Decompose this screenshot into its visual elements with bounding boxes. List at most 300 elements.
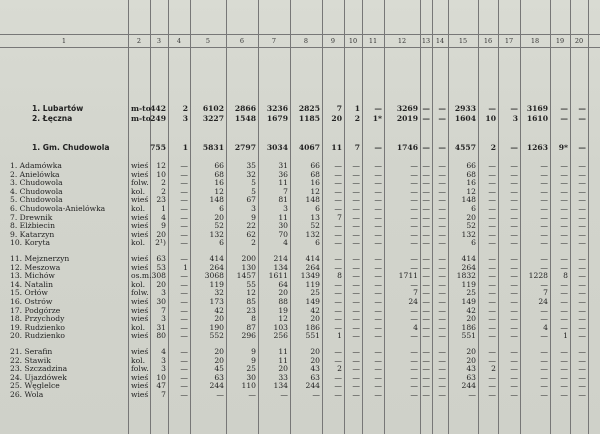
table-cell: — xyxy=(560,288,568,298)
table-cell: — xyxy=(352,186,360,196)
table-cell: 4 xyxy=(161,347,166,356)
table-cell: — xyxy=(352,254,360,263)
table-cell: folw. xyxy=(131,288,149,298)
table-cell: 20 xyxy=(156,229,166,239)
table-cell: 3236 xyxy=(266,104,288,113)
table-cell: 414 xyxy=(209,254,224,263)
table-cell: — xyxy=(374,161,382,170)
table-cell: — xyxy=(374,297,382,306)
table-cell: — xyxy=(560,238,568,248)
table-cell: 552 xyxy=(209,331,224,341)
table-cell: — xyxy=(334,161,342,170)
table-cell: 43 xyxy=(466,364,476,374)
column-number: 20 xyxy=(574,37,584,45)
table-cell: 130 xyxy=(241,262,256,272)
table-cell: 45 xyxy=(214,364,224,374)
table-cell: — xyxy=(438,288,446,298)
table-cell: 6 xyxy=(315,204,320,213)
table-row: 4. Chudowola xyxy=(10,186,63,196)
table-cell: — xyxy=(422,161,430,170)
table-cell: 30 xyxy=(278,221,288,231)
table-cell: — xyxy=(510,143,518,152)
table-row: 25. Węglelce xyxy=(10,381,60,391)
table-cell: — xyxy=(410,355,418,365)
table-cell: 1832 xyxy=(456,271,476,281)
table-cell: wieś xyxy=(131,229,149,239)
table-cell: 119 xyxy=(209,279,224,289)
table-cell: 7 xyxy=(413,288,418,298)
table-cell: 9 xyxy=(251,212,256,222)
table-cell: — xyxy=(438,212,446,222)
table-cell: 11 xyxy=(278,355,288,365)
table-cell: 33 xyxy=(278,372,288,382)
table-cell: — xyxy=(510,212,518,222)
table-cell: — xyxy=(438,104,446,113)
table-cell: 6 xyxy=(219,204,224,213)
table-cell: — xyxy=(510,104,518,113)
table-cell: — xyxy=(410,195,418,205)
table-cell: — xyxy=(352,212,360,222)
table-cell: — xyxy=(560,364,568,374)
table-cell: — xyxy=(438,355,446,365)
table-cell: — xyxy=(180,161,188,170)
table-cell: 70 xyxy=(278,229,288,239)
table-cell: — xyxy=(374,212,382,222)
table-cell: 64 xyxy=(278,279,288,289)
column-number: 6 xyxy=(239,37,245,45)
table-cell: — xyxy=(540,314,548,324)
table-cell: — xyxy=(578,322,586,332)
table-cell: 6102 xyxy=(202,104,224,113)
table-cell: wieś xyxy=(131,161,149,170)
table-cell: — xyxy=(422,381,430,391)
table-cell: 88 xyxy=(278,297,288,306)
table-cell: — xyxy=(410,390,418,399)
table-cell: 20 xyxy=(466,355,476,365)
table-cell: 31 xyxy=(156,322,166,332)
table-cell: — xyxy=(488,195,496,205)
table-row: 6. Chudowola-Anielówka xyxy=(10,204,106,213)
table-row: 5. Chudowola xyxy=(10,195,63,205)
table-cell: — xyxy=(540,305,548,315)
table-cell: 9* xyxy=(558,143,568,152)
table-cell: — xyxy=(180,195,188,205)
table-cell: — xyxy=(438,305,446,315)
table-cell: 22 xyxy=(246,221,256,231)
table-cell: 6 xyxy=(471,204,476,213)
table-cell: 755 xyxy=(150,143,166,152)
table-cell: — xyxy=(438,254,446,263)
table-cell: — xyxy=(352,347,360,356)
table-cell: 10 xyxy=(485,114,496,123)
table-cell: — xyxy=(422,279,430,289)
table-cell: 1457 xyxy=(236,271,256,281)
table-cell: — xyxy=(180,331,188,341)
table-cell: — xyxy=(560,305,568,315)
table-cell: 42 xyxy=(214,305,224,315)
table-cell: 3227 xyxy=(202,114,224,123)
table-cell: 20 xyxy=(214,314,224,324)
table-cell: — xyxy=(180,229,188,239)
table-cell: 1 xyxy=(161,204,166,213)
table-cell: wieś xyxy=(131,212,149,222)
column-number: 12 xyxy=(397,37,407,45)
table-cell: 7 xyxy=(337,212,342,222)
table-cell: — xyxy=(488,221,496,231)
table-cell: — xyxy=(422,229,430,239)
table-cell: 1263 xyxy=(526,143,548,152)
table-cell: 81 xyxy=(278,195,288,205)
table-cell: — xyxy=(560,114,568,123)
table-cell: 7 xyxy=(161,305,166,315)
table-cell: — xyxy=(510,364,518,374)
table-cell: — xyxy=(422,331,430,341)
table-cell: — xyxy=(422,364,430,374)
table-cell: — xyxy=(438,372,446,382)
table-cell: 1* xyxy=(372,114,382,123)
table-cell: — xyxy=(374,143,382,152)
table-cell: — xyxy=(334,390,342,399)
table-cell: — xyxy=(374,390,382,399)
table-cell: — xyxy=(334,288,342,298)
table-cell: 4557 xyxy=(454,143,476,152)
table-row: 13. Michów xyxy=(10,271,55,281)
table-cell: — xyxy=(510,238,518,248)
table-cell: — xyxy=(422,169,430,179)
table-cell: — xyxy=(410,262,418,272)
table-cell: 67 xyxy=(246,195,256,205)
table-cell: — xyxy=(374,347,382,356)
table-cell: — xyxy=(374,195,382,205)
table-cell: 1 xyxy=(563,331,568,341)
table-cell: 30 xyxy=(246,372,256,382)
table-cell: 551 xyxy=(305,331,320,341)
table-cell: 119 xyxy=(461,279,476,289)
table-cell: — xyxy=(374,271,382,281)
table-cell: — xyxy=(312,390,320,399)
table-cell: — xyxy=(374,322,382,332)
table-cell: — xyxy=(334,238,342,248)
table-cell: — xyxy=(334,262,342,272)
table-cell: — xyxy=(374,204,382,213)
table-cell: — xyxy=(578,195,586,205)
table-cell: — xyxy=(422,271,430,281)
column-divider xyxy=(588,0,589,434)
table-cell: 1 xyxy=(183,262,188,272)
table-cell: 19 xyxy=(278,305,288,315)
table-cell: 1746 xyxy=(396,143,418,152)
table-cell: 4 xyxy=(413,322,418,332)
table-cell: — xyxy=(540,331,548,341)
table-cell: — xyxy=(180,254,188,263)
table-cell: — xyxy=(488,204,496,213)
table-cell: 20 xyxy=(466,347,476,356)
table-cell: — xyxy=(374,104,382,113)
table-cell: — xyxy=(510,229,518,239)
table-cell: 80 xyxy=(156,331,166,341)
table-cell: — xyxy=(374,221,382,231)
table-cell: — xyxy=(334,347,342,356)
table-cell: — xyxy=(422,178,430,188)
column-number: 10 xyxy=(348,37,358,45)
table-cell: — xyxy=(540,364,548,374)
table-cell: — xyxy=(438,381,446,391)
table-cell: 12 xyxy=(214,186,224,196)
table-cell: — xyxy=(488,297,496,306)
table-cell: 9 xyxy=(251,355,256,365)
table-cell: — xyxy=(540,204,548,213)
table-row: 26. Wola xyxy=(10,390,44,399)
table-cell: 1 xyxy=(337,331,342,341)
table-cell: — xyxy=(540,279,548,289)
table-cell: — xyxy=(510,331,518,341)
city-row: 2. Łęczna xyxy=(32,114,73,123)
table-cell: — xyxy=(410,186,418,196)
table-cell: 264 xyxy=(461,262,476,272)
table-cell: 551 xyxy=(461,331,476,341)
table-cell: — xyxy=(578,161,586,170)
table-cell: — xyxy=(510,262,518,272)
table-cell: — xyxy=(334,322,342,332)
table-cell: 16 xyxy=(466,178,476,188)
table-cell: 23 xyxy=(156,195,166,205)
table-cell: 190 xyxy=(209,322,224,332)
table-cell: kol. xyxy=(131,186,146,196)
table-cell: — xyxy=(374,178,382,188)
table-cell: — xyxy=(510,390,518,399)
table-cell: 20 xyxy=(214,212,224,222)
table-cell: — xyxy=(578,143,586,152)
table-cell: — xyxy=(216,390,224,399)
table-cell: 10 xyxy=(156,169,166,179)
table-cell: — xyxy=(438,331,446,341)
table-cell: — xyxy=(488,178,496,188)
table-cell: 1679 xyxy=(266,114,288,123)
table-cell: — xyxy=(578,305,586,315)
table-cell: — xyxy=(410,372,418,382)
table-cell: — xyxy=(488,262,496,272)
table-cell: — xyxy=(410,305,418,315)
table-cell: 264 xyxy=(209,262,224,272)
table-cell: 47 xyxy=(156,381,166,391)
table-cell: — xyxy=(560,390,568,399)
table-cell: kol. xyxy=(131,238,146,248)
table-row: 12. Meszowa xyxy=(10,262,61,272)
table-cell: 2 xyxy=(337,364,342,374)
table-cell: 8 xyxy=(251,314,256,324)
table-cell: 2019 xyxy=(396,114,418,123)
table-cell: 2¹) xyxy=(155,238,166,248)
table-cell: — xyxy=(422,114,430,123)
table-cell: — xyxy=(560,204,568,213)
column-number: 11 xyxy=(368,37,378,45)
table-row: 23. Szczadzina xyxy=(10,364,68,374)
table-cell: — xyxy=(334,297,342,306)
table-cell: — xyxy=(560,221,568,231)
table-cell: 1604 xyxy=(454,114,476,123)
table-cell: 132 xyxy=(209,229,224,239)
table-cell: — xyxy=(180,322,188,332)
table-cell: 4067 xyxy=(298,143,320,152)
table-cell: — xyxy=(352,314,360,324)
table-cell: 20 xyxy=(331,114,342,123)
table-cell: — xyxy=(438,238,446,248)
table-cell: — xyxy=(180,271,188,281)
table-cell: — xyxy=(334,254,342,263)
table-cell: 5 xyxy=(251,186,256,196)
table-cell: — xyxy=(578,186,586,196)
table-cell: 4 xyxy=(543,322,548,332)
table-row: 19. Rudzienko xyxy=(10,322,65,332)
table-cell: os.m. xyxy=(131,271,152,281)
table-row: 20. Rudzienko xyxy=(10,331,65,341)
table-cell: 134 xyxy=(273,262,288,272)
table-cell: 24 xyxy=(538,297,548,306)
table-cell: — xyxy=(488,254,496,263)
table-cell: — xyxy=(510,195,518,205)
table-cell: — xyxy=(488,314,496,324)
table-cell: wieś xyxy=(131,390,149,399)
table-cell: — xyxy=(334,381,342,391)
header-rule-top xyxy=(0,34,600,35)
table-cell: kol. xyxy=(131,204,146,213)
table-cell: 1610 xyxy=(526,114,548,123)
table-cell: m-to xyxy=(131,104,151,113)
table-cell: — xyxy=(510,279,518,289)
table-cell: 20 xyxy=(214,347,224,356)
table-cell: — xyxy=(488,372,496,382)
table-cell: — xyxy=(422,347,430,356)
table-cell: 6 xyxy=(219,238,224,248)
table-cell: 119 xyxy=(305,279,320,289)
table-cell: — xyxy=(422,322,430,332)
table-cell: 2 xyxy=(354,114,360,123)
table-cell: 24 xyxy=(408,297,418,306)
table-cell: — xyxy=(438,297,446,306)
table-cell: — xyxy=(352,204,360,213)
table-cell: — xyxy=(540,238,548,248)
table-cell: 3034 xyxy=(266,143,288,152)
table-cell: wieś xyxy=(131,372,149,382)
table-cell: — xyxy=(374,305,382,315)
table-cell: — xyxy=(510,221,518,231)
table-cell: 85 xyxy=(246,297,256,306)
table-cell: — xyxy=(510,169,518,179)
table-cell: 3 xyxy=(161,355,166,365)
table-cell: wieś xyxy=(131,221,149,231)
table-cell: — xyxy=(560,212,568,222)
table-cell: 244 xyxy=(305,381,320,391)
table-cell: — xyxy=(438,271,446,281)
table-row: 24. Ujazdówek xyxy=(10,372,67,382)
table-cell: 9 xyxy=(251,347,256,356)
table-cell: — xyxy=(560,169,568,179)
table-cell: — xyxy=(578,331,586,341)
table-cell: — xyxy=(352,262,360,272)
table-cell: — xyxy=(488,238,496,248)
table-cell: 3 xyxy=(512,114,518,123)
table-cell: — xyxy=(352,169,360,179)
table-cell: — xyxy=(410,238,418,248)
table-cell: — xyxy=(578,178,586,188)
table-cell: 3169 xyxy=(526,104,548,113)
table-cell: 20 xyxy=(278,288,288,298)
table-cell: — xyxy=(560,161,568,170)
table-cell: — xyxy=(510,161,518,170)
table-cell: — xyxy=(352,390,360,399)
table-cell: — xyxy=(280,390,288,399)
table-row: 15. Orłów xyxy=(10,288,48,298)
table-cell: 25 xyxy=(246,364,256,374)
table-cell: — xyxy=(578,212,586,222)
table-cell: 1 xyxy=(354,104,360,113)
table-cell: wieś xyxy=(131,305,149,315)
column-number: 3 xyxy=(156,37,162,45)
table-cell: — xyxy=(560,229,568,239)
table-cell: 1185 xyxy=(298,114,320,123)
table-cell: 11 xyxy=(278,212,288,222)
table-cell: — xyxy=(334,314,342,324)
table-cell: 214 xyxy=(273,254,288,263)
column-number: 2 xyxy=(136,37,142,45)
table-cell: — xyxy=(488,279,496,289)
table-cell: — xyxy=(578,372,586,382)
table-cell: — xyxy=(510,204,518,213)
table-cell: — xyxy=(352,178,360,188)
table-cell: — xyxy=(510,178,518,188)
table-row: 16. Ostrów xyxy=(10,297,53,306)
column-number: 18 xyxy=(530,37,540,45)
table-cell: — xyxy=(374,254,382,263)
table-cell: 68 xyxy=(310,169,320,179)
table-cell: 55 xyxy=(246,279,256,289)
table-cell: — xyxy=(488,331,496,341)
table-cell: 3 xyxy=(161,364,166,374)
table-cell: — xyxy=(334,279,342,289)
table-cell: — xyxy=(180,221,188,231)
city-row: 1. Lubartów xyxy=(32,104,84,113)
table-cell: 66 xyxy=(214,161,224,170)
table-cell: — xyxy=(438,195,446,205)
table-cell: 20 xyxy=(214,355,224,365)
table-cell: — xyxy=(422,104,430,113)
table-cell: — xyxy=(334,372,342,382)
table-cell: — xyxy=(180,314,188,324)
table-cell: 52 xyxy=(214,221,224,231)
table-cell: — xyxy=(410,178,418,188)
table-cell: — xyxy=(488,305,496,315)
table-cell: — xyxy=(560,381,568,391)
table-cell: — xyxy=(578,238,586,248)
table-cell: — xyxy=(422,355,430,365)
table-cell: — xyxy=(180,178,188,188)
table-cell: kol. xyxy=(131,355,146,365)
table-cell: 7 xyxy=(161,390,166,399)
table-cell: — xyxy=(488,186,496,196)
table-cell: wieś xyxy=(131,331,149,341)
table-cell: 148 xyxy=(305,195,320,205)
table-cell: — xyxy=(352,322,360,332)
table-cell: — xyxy=(352,271,360,281)
table-cell: — xyxy=(560,372,568,382)
table-cell: — xyxy=(438,161,446,170)
table-cell: — xyxy=(334,186,342,196)
table-cell: — xyxy=(560,314,568,324)
table-cell: — xyxy=(578,169,586,179)
table-cell: — xyxy=(422,305,430,315)
table-cell: 12 xyxy=(466,186,476,196)
table-cell: 149 xyxy=(461,297,476,306)
